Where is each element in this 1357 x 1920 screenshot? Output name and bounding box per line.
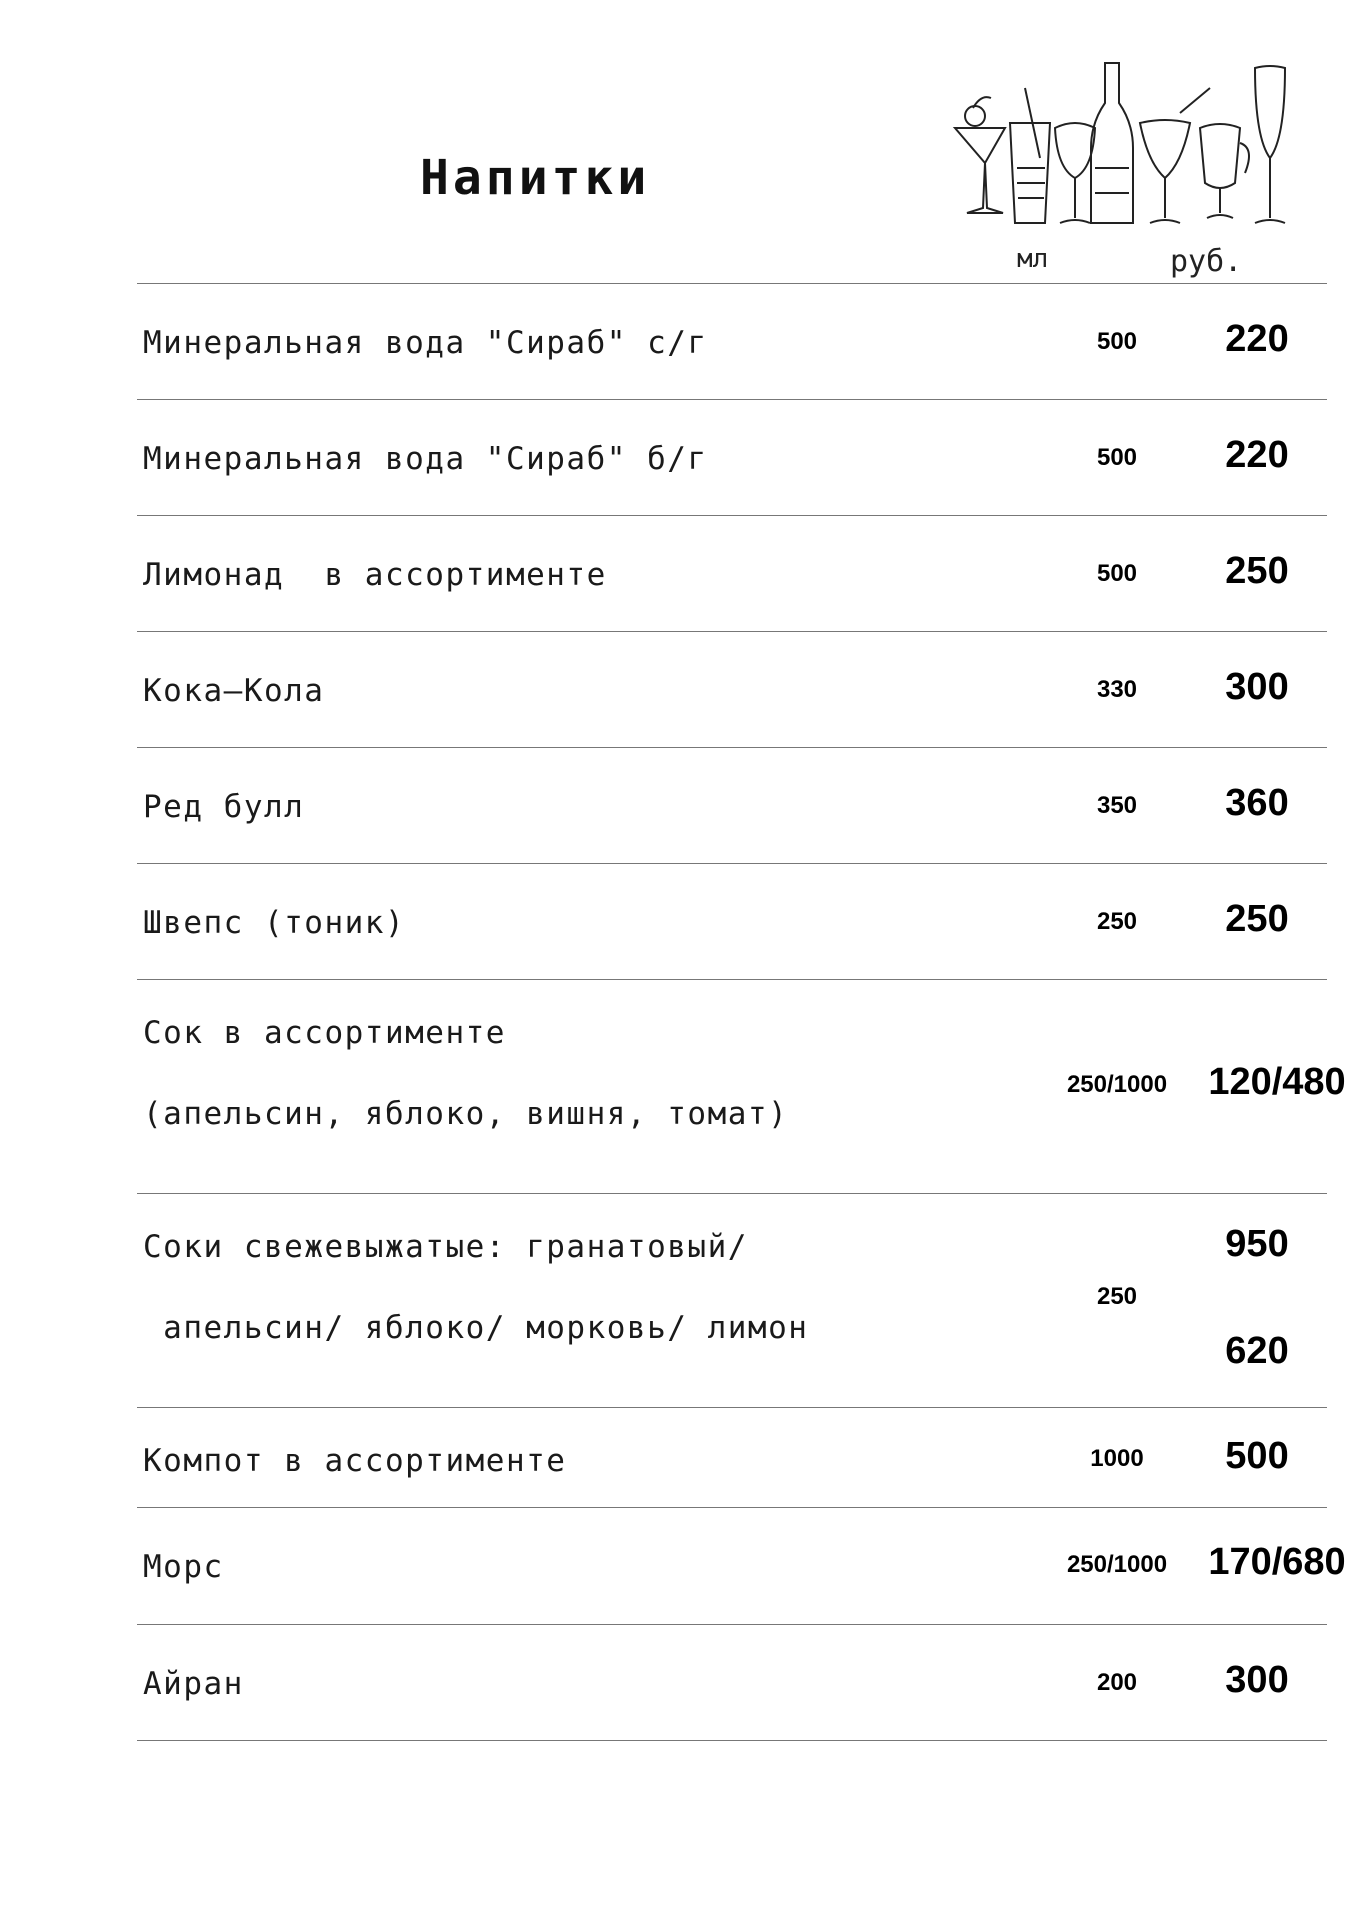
highball-glass-icon — [1010, 123, 1050, 223]
goblet-icon — [1055, 123, 1095, 178]
drinks-glasses-illustration — [945, 58, 1305, 238]
item-name-detail: (апельсин, яблоко, вишня, томат) — [143, 1096, 789, 1132]
menu-item-row — [137, 747, 1327, 863]
item-price-secondary: 620 — [1225, 1330, 1289, 1372]
item-name: Лимонад в ассортименте — [143, 557, 607, 593]
divider — [137, 1740, 1327, 1741]
item-price: 120/480 — [1208, 1061, 1346, 1103]
item-name: Соки свежевыжатые: гранатовый/ — [143, 1229, 748, 1265]
item-volume: 250 — [1096, 908, 1138, 935]
item-name: Минеральная вода "Сираб" б/г — [143, 441, 708, 477]
champagne-flute-icon — [1255, 66, 1285, 158]
item-name: Айран — [143, 1666, 244, 1702]
item-price: 360 — [1225, 782, 1289, 824]
item-volume: 500 — [1096, 560, 1138, 587]
item-volume: 500 — [1096, 444, 1138, 471]
menu-item-row — [137, 283, 1327, 399]
irish-coffee-glass-icon — [1200, 124, 1240, 188]
item-name: Компот в ассортименте — [143, 1443, 567, 1479]
page-title: Напитки — [420, 150, 651, 206]
menu-item-row — [137, 863, 1327, 979]
item-volume: 250/1000 — [1066, 1071, 1168, 1098]
bottle-icon — [1091, 63, 1133, 223]
menu-item-row — [137, 1507, 1346, 1624]
item-name: Морс — [143, 1549, 224, 1585]
menu-item-row — [137, 1624, 1327, 1740]
menu-item-row — [137, 399, 1327, 515]
item-name: Кока–Кола — [143, 673, 325, 709]
item-name: Швепс (тоник) — [143, 905, 406, 941]
item-price: 300 — [1225, 666, 1289, 708]
item-price: 500 — [1225, 1435, 1289, 1477]
item-price: 220 — [1225, 318, 1289, 360]
item-name: Минеральная вода "Сираб" с/г — [143, 325, 708, 361]
column-header-price: руб. — [1170, 244, 1243, 279]
item-volume: 1000 — [1090, 1445, 1144, 1472]
item-price: 250 — [1225, 898, 1289, 940]
item-volume: 250/1000 — [1066, 1551, 1168, 1578]
item-name: Ред булл — [143, 789, 305, 825]
item-price: 250 — [1225, 550, 1289, 592]
menu-item-row — [137, 631, 1327, 747]
cocktail-glass-icon — [1140, 120, 1190, 178]
item-volume: 200 — [1096, 1669, 1138, 1696]
item-volume: 250 — [1096, 1283, 1138, 1310]
menu-item-row — [137, 979, 1346, 1193]
item-name-detail: апельсин/ яблоко/ морковь/ лимон — [143, 1310, 809, 1346]
item-volume: 330 — [1096, 676, 1138, 703]
item-price: 170/680 — [1208, 1541, 1346, 1583]
item-price: 300 — [1225, 1659, 1289, 1701]
column-header-volume: мл — [1017, 244, 1049, 274]
menu-item-row — [137, 1407, 1327, 1507]
item-name: Сок в ассортименте — [143, 1015, 506, 1051]
item-price: 950 — [1225, 1223, 1289, 1265]
martini-glass-icon — [955, 128, 1005, 213]
item-price: 220 — [1225, 434, 1289, 476]
menu-item-row — [137, 515, 1327, 631]
menu-item-row — [137, 1193, 1327, 1407]
item-volume: 350 — [1096, 792, 1138, 819]
item-volume: 500 — [1096, 328, 1138, 355]
